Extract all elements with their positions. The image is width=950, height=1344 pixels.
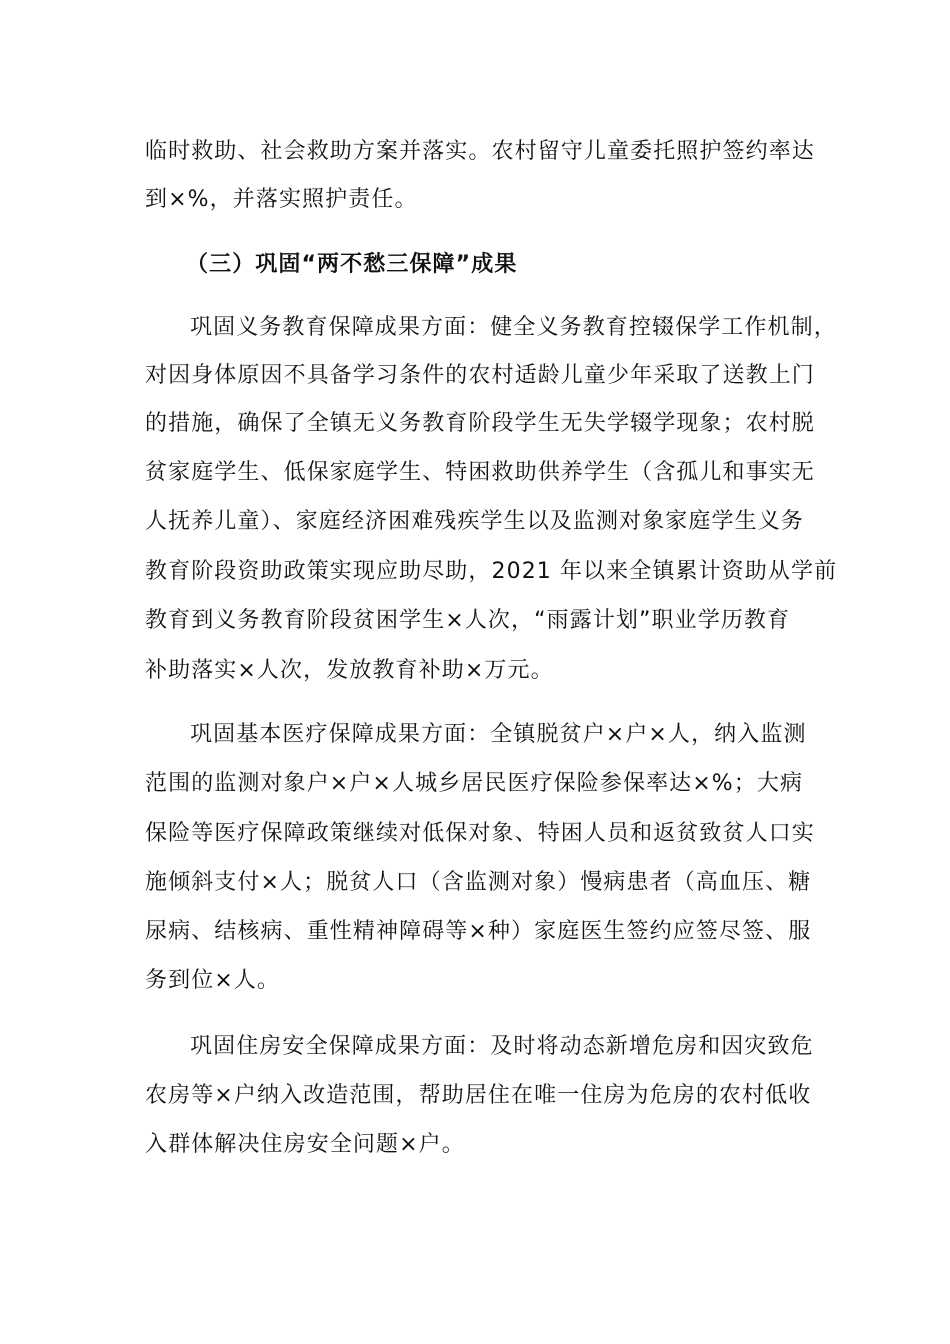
- housing-line-3: 入群体解决住房安全问题×户。: [145, 1132, 465, 1157]
- housing-line-1: 巩固住房安全保障成果方面：及时将动态新增危房和因灾致危: [190, 1034, 814, 1059]
- education-line-3: 的措施，确保了全镇无义务教育阶段学生无失学辍学现象；农村脱: [145, 411, 815, 436]
- medical-line-4: 施倾斜支付×人；脱贫人口（含监测对象）慢病患者（高血压、糖: [145, 870, 812, 895]
- education-line-4: 贫家庭学生、低保家庭学生、特困救助供养学生（含孤儿和事实无: [145, 460, 815, 485]
- education-line-5: 人抚养儿童）、家庭经济困难残疾学生以及监测对象家庭学生义务: [145, 509, 804, 534]
- intro-line-2: 到×%，并落实照护责任。: [145, 187, 418, 212]
- medical-line-1: 巩固基本医疗保障成果方面：全镇脱贫户×户×人，纳入监测: [190, 722, 807, 747]
- education-line-6: 教育阶段资助政策实现应助尽助，2021 年以来全镇累计资助从学前: [145, 559, 838, 584]
- section-heading: （三）巩固“两不愁三保障”成果: [186, 252, 518, 277]
- medical-line-2: 范围的监测对象户×户×人城乡居民医疗保险参保率达×%；大病: [145, 771, 804, 796]
- education-line-7: 教育到义务教育阶段贫困学生×人次，“雨露计划”职业学历教育: [145, 608, 791, 633]
- medical-line-6: 务到位×人。: [145, 968, 281, 993]
- medical-line-5: 尿病、结核病、重性精神障碍等×种）家庭医生签约应签尽签、服: [145, 919, 812, 944]
- education-line-1: 巩固义务教育保障成果方面：健全义务教育控辍保学工作机制，: [190, 315, 837, 340]
- intro-line-1: 临时救助、社会救助方案并落实。农村留守儿童委托照护签约率达: [145, 139, 815, 164]
- medical-line-3: 保险等医疗保障政策继续对低保对象、特困人员和返贫致贫人口实: [145, 821, 815, 846]
- housing-line-2: 农房等×户纳入改造范围，帮助居住在唯一住房为危房的农村低收: [145, 1083, 812, 1108]
- education-line-8: 补助落实×人次，发放教育补助×万元。: [145, 658, 554, 683]
- education-line-2: 对因身体原因不具备学习条件的农村适龄儿童少年采取了送教上门: [145, 363, 815, 388]
